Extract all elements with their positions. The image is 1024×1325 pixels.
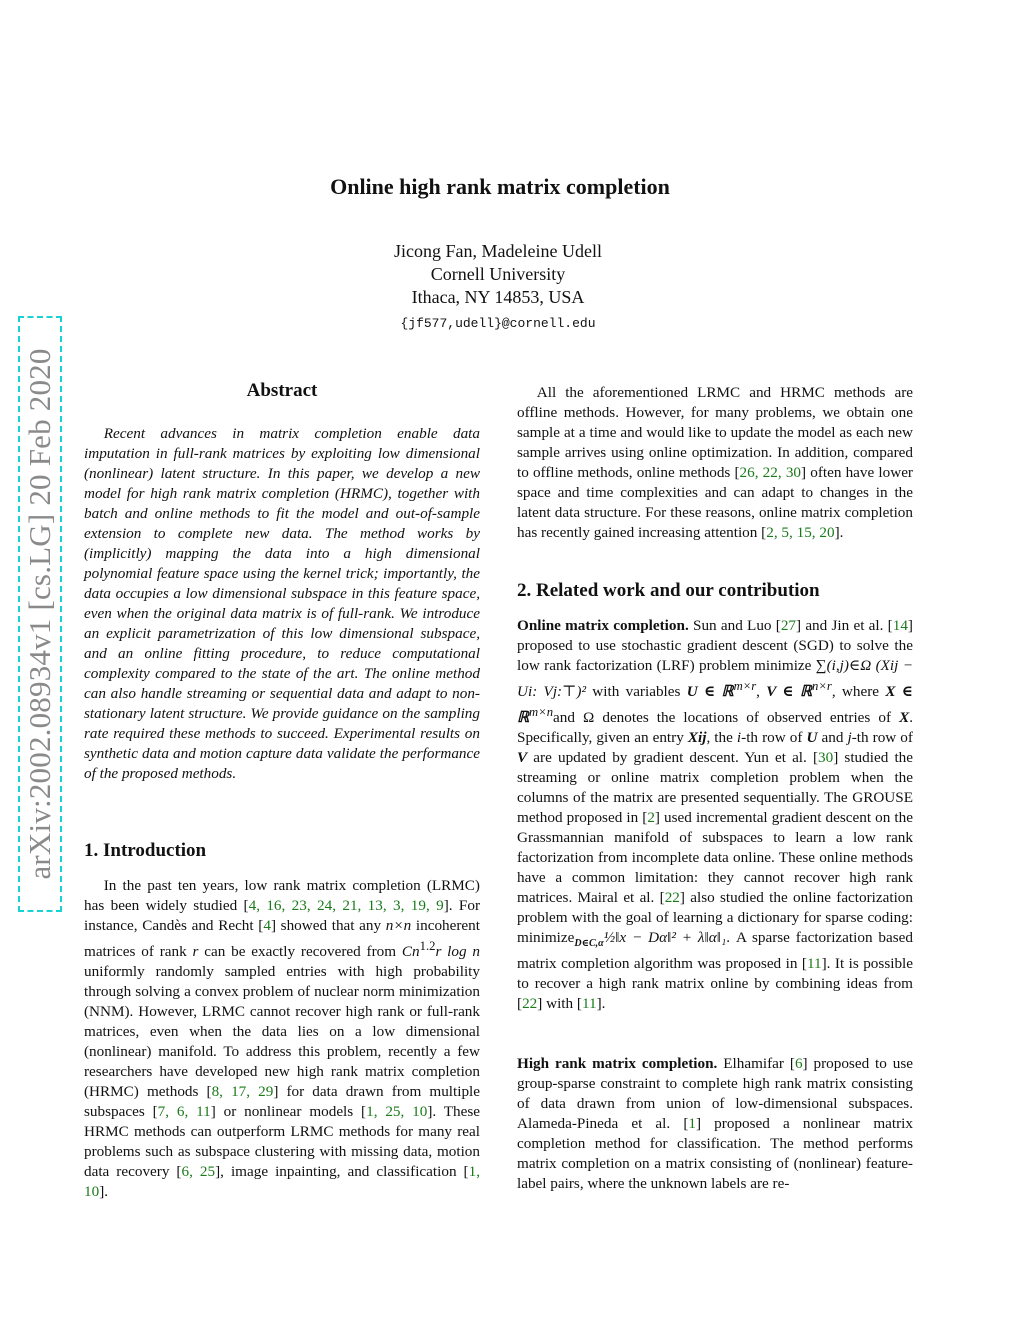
text: ]. These HRMC methods can outperform LRMC methods for many real problems such as subspace clustering with missing data, motion data recovery [ xyxy=(84,1103,481,1181)
text: In the past ten years, low rank matrix completion (LRMC) has been widely studied [ xyxy=(84,877,480,914)
text: ], image inpainting, and classification [ xyxy=(215,1163,469,1181)
citation[interactable]: 6 xyxy=(794,1055,803,1072)
authors: Jicong Fan, Madeleine Udell xyxy=(394,241,602,261)
math-x-dim: m×n xyxy=(529,705,554,720)
text: Elhamifar [ xyxy=(717,1055,795,1072)
math-bound: Cn xyxy=(401,943,420,961)
citation[interactable]: 8, 17, 29 xyxy=(211,1083,274,1101)
abstract-section xyxy=(84,380,480,784)
introduction-heading: 1. Introduction xyxy=(84,840,207,861)
citation[interactable]: 4, 16, 23, 24, 21, 13, 3, 19, 9 xyxy=(248,897,444,914)
text: ] proposed a nonlinear matrix completion method for classification. The method performs matrix completion on a matrix consisting of (nonlinear) feature-label pairs, where the unknown labels are re- xyxy=(517,1115,913,1192)
text: ] also studied the online factorization problem with the goal of learning a dictionary for sparse coding: minimize xyxy=(517,889,913,947)
introduction-section xyxy=(84,840,480,1202)
citation[interactable]: 11 xyxy=(806,955,822,973)
math-u-dim: m×r xyxy=(733,679,757,693)
text: and Ω denotes the locations of observed entries of xyxy=(553,709,900,727)
online-matrix-completion-paragraph xyxy=(517,616,913,1014)
text: Sun and Luo [ xyxy=(688,617,781,634)
text: ] showed that any xyxy=(270,917,386,934)
text: . A sparse factorization based matrix completion algorithm was proposed in [ xyxy=(517,929,914,973)
citation[interactable]: 2 xyxy=(647,809,655,827)
text: ] studied the streaming or online matrix completion problem when the columns of the matrix are presented sequentially. The GROUSE method proposed in [ xyxy=(517,749,913,827)
text: All the aforementioned LRMC and HRMC methods are offline methods. However, for many problems, we obtain one sample at a time and would like to update the model as each new sample arrives using online optimization. In addition, compared to offline methods, online methods [ xyxy=(517,384,913,481)
text: , the xyxy=(706,729,737,747)
offline-methods-paragraph-block xyxy=(517,383,913,543)
math-u: U xyxy=(806,729,818,747)
citation[interactable]: 30 xyxy=(818,749,834,767)
math-objective: ∑(i,j)∈Ω (Xij − Ui: Vj:⊤)² xyxy=(517,657,913,701)
text: ]. xyxy=(834,524,844,541)
math-xij: Xij xyxy=(687,729,707,747)
text: -th row of xyxy=(741,729,807,747)
text: , where xyxy=(831,683,886,701)
text: ] for data drawn from multiple subspaces [ xyxy=(84,1083,480,1121)
arxiv-id: arXiv:2002.08934v1 [cs.LG] 20 Feb 2020 xyxy=(22,348,57,880)
text: ] or nonlinear models [ xyxy=(210,1103,367,1121)
address: Ithaca, NY 14853, USA xyxy=(411,287,585,307)
text: ] used incremental gradient descent on the Grassmannian manifold of subspaces to learn a low rank factorization from incomplete data online. These online methods have a common limitation: they cannot recover high rank matrices. Mairal et al. [ xyxy=(517,809,913,907)
text: ] and Jin et al. [ xyxy=(796,617,893,634)
offline-methods-paragraph xyxy=(517,383,913,543)
math-nxn: n×n xyxy=(385,917,412,934)
math-minimize-subscript: D∈C,α xyxy=(574,938,604,950)
text: ] proposed to use stochastic gradient descent (SGD) to solve the low rank factorization (LRF) problem minimize xyxy=(517,617,913,674)
text: ] proposed to use group-sparse constraint to complete high rank matrix consisting of data drawn from union of low-dimensional subspaces. Alameda-Pineda et al. [ xyxy=(517,1055,914,1132)
citation[interactable]: 11 xyxy=(581,995,597,1013)
high-rank-completion-paragraph xyxy=(517,1054,913,1194)
paper-title: Online high rank matrix completion xyxy=(330,174,670,199)
related-work-heading: 2. Related work and our contribution xyxy=(517,580,820,601)
citation[interactable]: 7, 6, 11 xyxy=(157,1103,211,1121)
math-exponent: 1.2 xyxy=(419,939,436,953)
email: {jf577,udell}@cornell.edu xyxy=(400,316,596,331)
math-x: X xyxy=(899,709,910,727)
citation[interactable]: 26, 22, 30 xyxy=(739,464,802,481)
text: , xyxy=(756,683,767,701)
text: ] with [ xyxy=(537,995,582,1013)
paragraph-lead: High rank matrix completion. xyxy=(517,1055,718,1072)
math-v: V xyxy=(517,749,528,767)
citation[interactable]: 14 xyxy=(892,617,908,634)
citation[interactable]: 2, 5, 15, 20 xyxy=(766,524,835,541)
text: ]. xyxy=(99,1183,109,1201)
text: ] often have lower space and time complexities and can adapt to changes in the latent data structure. For these reasons, online matrix completion has recently gained increasing attention [ xyxy=(517,464,913,541)
math-r: r xyxy=(192,943,199,961)
text: can be exactly recovered from xyxy=(198,943,402,961)
abstract-text: Recent advances in matrix completion enable data imputation in full-rank matrices by exploiting low dimensional (nonlinear) latent structure. In this paper, we develop a new model for high rank matrix completion (HRMC), together with batch and online methods to fit the model and out-of-sample extension to complete new data. The method works by (implicitly) mapping the data into a high dimensional polynomial feature space using the kernel trick; importantly, the data occupies a low dimensional subspace in this feature space, even when the original data matrix is of full-rank. We introduce an explicit parametrization of this low dimensional subspace, and an online fitting procedure, to reduce computational complexity compared to the state of the art. The online method can also handle streaming or sequential data and adapt to non-stationary latent structure. We provide guidance on the sampling rate required these methods to succeed. Experimental results on synthetic data and motion capture data validate the performance of the proposed methods. xyxy=(84,425,480,782)
math-j: j xyxy=(847,729,852,747)
citation[interactable]: 1, 10 xyxy=(84,1163,480,1201)
arxiv-sidebar-stamp xyxy=(18,316,62,912)
citation[interactable]: 4 xyxy=(263,917,271,934)
math-rlog: r log n xyxy=(435,943,480,961)
text: . Specifically, given an entry xyxy=(517,709,913,747)
introduction-paragraph xyxy=(84,876,480,1202)
author-block xyxy=(0,240,996,309)
math-u: U ∈ ℝ xyxy=(686,683,734,701)
text: ]. xyxy=(596,995,606,1013)
citation[interactable]: 27 xyxy=(780,617,797,634)
text: and xyxy=(817,729,848,747)
citation[interactable]: 6, 25 xyxy=(181,1163,216,1181)
related-work-section xyxy=(517,580,913,1014)
high-rank-completion-block xyxy=(517,1054,913,1194)
citation[interactable]: 22 xyxy=(522,995,538,1013)
text: are updated by gradient descent. Yun et al. [ xyxy=(527,749,819,767)
citation[interactable]: 1 xyxy=(688,1115,696,1132)
text: -th row of xyxy=(851,729,913,747)
abstract-heading: Abstract xyxy=(246,380,318,401)
math-v-dim: n×r xyxy=(812,679,832,693)
citation[interactable]: 22 xyxy=(664,889,680,907)
text: incoherent matrices of rank xyxy=(84,917,480,961)
text: uniformly randomly sampled entries with high probability through solving a convex problem of nuclear norm minimization (NNM). However, LRMC cannot recover high rank or full-rank matrices, even when the data lies on a low dimensional (nonlinear) manifold. To address this problem, recently a few researchers have developed new high rank matrix completion (HRMC) methods [ xyxy=(84,963,480,1101)
affiliation: Cornell University xyxy=(430,264,566,284)
text: ]. It is possible to recover a high rank matrix online by combining ideas from [ xyxy=(517,955,913,1013)
math-dictionary-objective: ½‖x − Dα‖² + λ‖α‖₁ xyxy=(603,929,727,947)
math-x: X ∈ ℝ xyxy=(517,683,913,727)
text: ]. For instance, Candès and Recht [ xyxy=(84,897,481,934)
math-v: V ∈ ℝ xyxy=(766,683,813,701)
citation[interactable]: 1, 25, 10 xyxy=(366,1103,428,1121)
paragraph-lead: Online matrix completion. xyxy=(517,617,689,634)
text: with variables xyxy=(586,683,687,701)
math-i: i xyxy=(736,729,742,747)
